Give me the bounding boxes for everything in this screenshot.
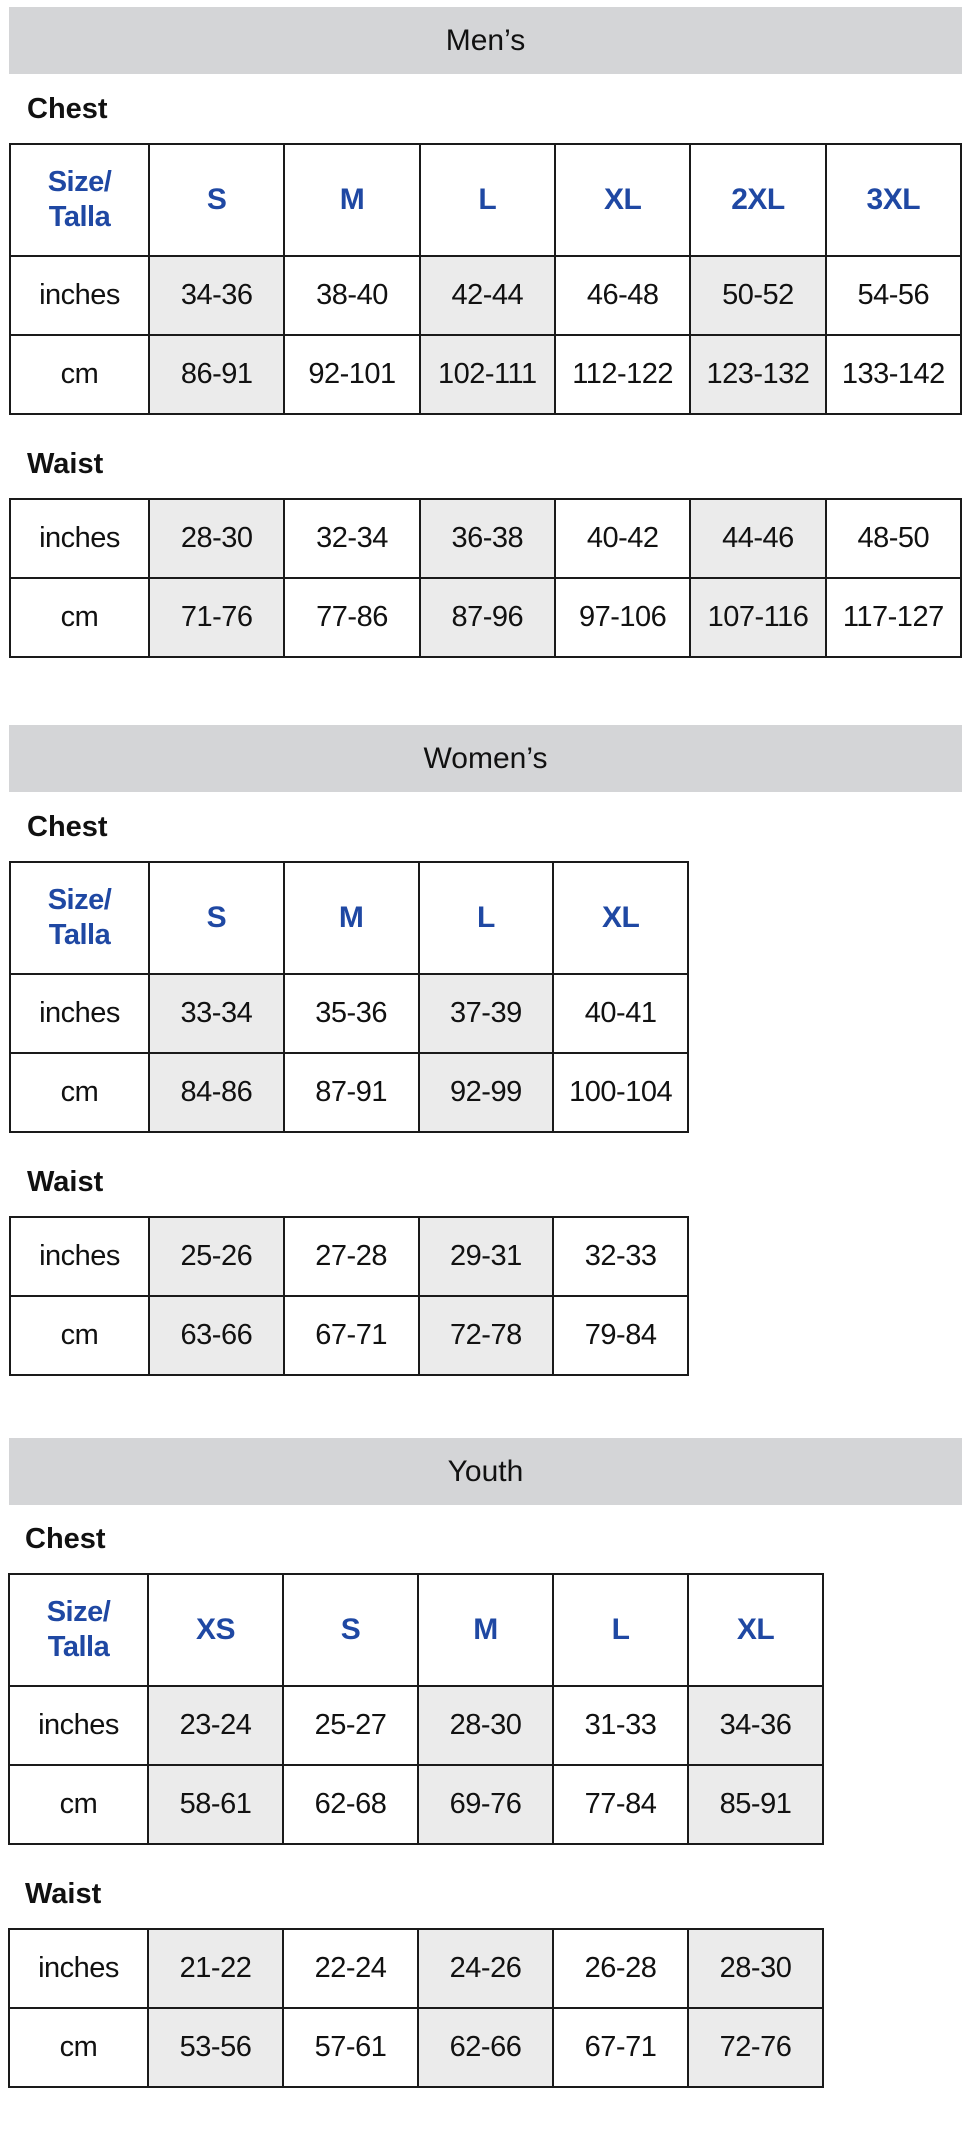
- value-cell: 28-30: [688, 1929, 823, 2008]
- table-row: [10, 335, 961, 414]
- size-xl: XL: [555, 144, 690, 256]
- value-cell: 71-76: [149, 578, 284, 657]
- size-xs: XS: [148, 1574, 283, 1686]
- size-m: M: [284, 862, 419, 974]
- unit-label: inches: [10, 499, 149, 578]
- mens-section-header: Men’s: [9, 7, 962, 74]
- value-cell: 22-24: [283, 1929, 418, 2008]
- youth-waist-label: Waist: [25, 1878, 102, 1910]
- value-cell: 123-132: [690, 335, 825, 414]
- value-cell: 29-31: [419, 1217, 554, 1296]
- mens-waist-label: Waist: [27, 448, 104, 480]
- value-cell: 40-41: [553, 974, 688, 1053]
- value-cell: 133-142: [826, 335, 961, 414]
- value-cell: 50-52: [690, 256, 825, 335]
- unit-label: cm: [10, 578, 149, 657]
- size-m: M: [418, 1574, 553, 1686]
- value-cell: 63-66: [149, 1296, 284, 1375]
- value-cell: 53-56: [148, 2008, 283, 2087]
- youth-chest-label: Chest: [25, 1523, 106, 1555]
- table-row: [10, 256, 961, 335]
- value-cell: 92-101: [284, 335, 419, 414]
- table-header-row: [9, 1574, 823, 1686]
- value-cell: 62-68: [283, 1765, 418, 1844]
- value-cell: 62-66: [418, 2008, 553, 2087]
- table-header-row: [10, 862, 688, 974]
- value-cell: 54-56: [826, 256, 961, 335]
- value-cell: 57-61: [283, 2008, 418, 2087]
- table-row: [10, 974, 688, 1053]
- value-cell: 107-116: [690, 578, 825, 657]
- table-row: [10, 499, 961, 578]
- table-header-row: [10, 144, 961, 256]
- value-cell: 67-71: [553, 2008, 688, 2087]
- value-cell: 31-33: [553, 1686, 688, 1765]
- size-l: L: [553, 1574, 688, 1686]
- value-cell: 34-36: [149, 256, 284, 335]
- table-row: [9, 1686, 823, 1765]
- value-cell: 27-28: [284, 1217, 419, 1296]
- size-label-cell: Size/ Talla: [10, 144, 149, 256]
- value-cell: 21-22: [148, 1929, 283, 2008]
- unit-label: inches: [9, 1686, 148, 1765]
- size-m: M: [284, 144, 419, 256]
- value-cell: 77-84: [553, 1765, 688, 1844]
- size-l: L: [420, 144, 555, 256]
- size-s: S: [283, 1574, 418, 1686]
- value-cell: 32-33: [553, 1217, 688, 1296]
- value-cell: 32-34: [284, 499, 419, 578]
- size-2xl: 2XL: [690, 144, 825, 256]
- value-cell: 42-44: [420, 256, 555, 335]
- size-s: S: [149, 862, 284, 974]
- size-l: L: [419, 862, 554, 974]
- value-cell: 28-30: [418, 1686, 553, 1765]
- unit-label: inches: [10, 1217, 149, 1296]
- womens-chest-label: Chest: [27, 811, 108, 843]
- value-cell: 40-42: [555, 499, 690, 578]
- size-label-cell: Size/ Talla: [10, 862, 149, 974]
- youth-waist-table: [8, 1928, 824, 2088]
- mens-waist-table: [9, 498, 962, 658]
- value-cell: 87-91: [284, 1053, 419, 1132]
- womens-waist-table: [9, 1216, 689, 1376]
- size-xl: XL: [688, 1574, 823, 1686]
- value-cell: 38-40: [284, 256, 419, 335]
- value-cell: 112-122: [555, 335, 690, 414]
- value-cell: 72-78: [419, 1296, 554, 1375]
- value-cell: 87-96: [420, 578, 555, 657]
- value-cell: 92-99: [419, 1053, 554, 1132]
- value-cell: 28-30: [149, 499, 284, 578]
- value-cell: 37-39: [419, 974, 554, 1053]
- value-cell: 46-48: [555, 256, 690, 335]
- size-label-cell: Size/ Talla: [9, 1574, 148, 1686]
- table-row: [10, 1296, 688, 1375]
- value-cell: 26-28: [553, 1929, 688, 2008]
- womens-chest-table: [9, 861, 689, 1133]
- size-3xl: 3XL: [826, 144, 961, 256]
- value-cell: 77-86: [284, 578, 419, 657]
- unit-label: cm: [10, 1053, 149, 1132]
- value-cell: 44-46: [690, 499, 825, 578]
- value-cell: 79-84: [553, 1296, 688, 1375]
- youth-chest-table: [8, 1573, 824, 1845]
- youth-section-header: Youth: [9, 1438, 962, 1505]
- value-cell: 117-127: [826, 578, 961, 657]
- value-cell: 102-111: [420, 335, 555, 414]
- unit-label: inches: [9, 1929, 148, 2008]
- unit-label: inches: [10, 974, 149, 1053]
- table-row: [10, 578, 961, 657]
- unit-label: cm: [9, 2008, 148, 2087]
- value-cell: 58-61: [148, 1765, 283, 1844]
- unit-label: cm: [9, 1765, 148, 1844]
- value-cell: 35-36: [284, 974, 419, 1053]
- table-row: [9, 2008, 823, 2087]
- value-cell: 67-71: [284, 1296, 419, 1375]
- table-row: [10, 1217, 688, 1296]
- mens-chest-label: Chest: [27, 93, 108, 125]
- size-xl: XL: [553, 862, 688, 974]
- table-row: [9, 1929, 823, 2008]
- value-cell: 86-91: [149, 335, 284, 414]
- value-cell: 69-76: [418, 1765, 553, 1844]
- value-cell: 34-36: [688, 1686, 823, 1765]
- table-row: [10, 1053, 688, 1132]
- unit-label: inches: [10, 256, 149, 335]
- value-cell: 100-104: [553, 1053, 688, 1132]
- unit-label: cm: [10, 335, 149, 414]
- value-cell: 36-38: [420, 499, 555, 578]
- womens-waist-label: Waist: [27, 1166, 104, 1198]
- value-cell: 25-27: [283, 1686, 418, 1765]
- value-cell: 25-26: [149, 1217, 284, 1296]
- value-cell: 85-91: [688, 1765, 823, 1844]
- value-cell: 72-76: [688, 2008, 823, 2087]
- mens-chest-table: [9, 143, 962, 415]
- value-cell: 97-106: [555, 578, 690, 657]
- value-cell: 84-86: [149, 1053, 284, 1132]
- value-cell: 24-26: [418, 1929, 553, 2008]
- unit-label: cm: [10, 1296, 149, 1375]
- value-cell: 33-34: [149, 974, 284, 1053]
- table-row: [9, 1765, 823, 1844]
- value-cell: 23-24: [148, 1686, 283, 1765]
- value-cell: 48-50: [826, 499, 961, 578]
- womens-section-header: Women’s: [9, 725, 962, 792]
- size-s: S: [149, 144, 284, 256]
